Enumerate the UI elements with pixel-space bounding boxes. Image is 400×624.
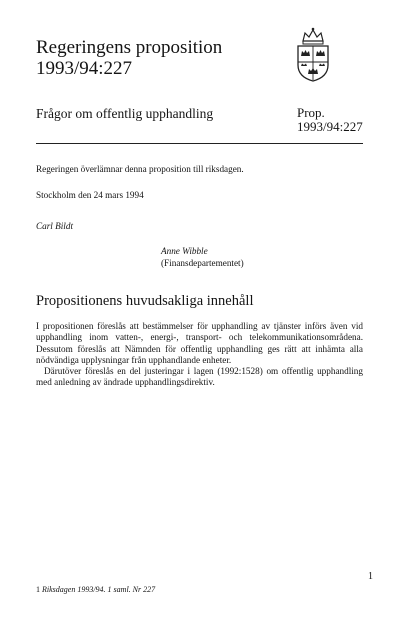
intro-text: Regeringen överlämnar denna proposition till riksdagen. <box>36 164 244 174</box>
document-subtitle: Frågor om offentlig upphandling <box>36 106 214 121</box>
section-body <box>36 321 363 389</box>
page-number: 1 <box>368 571 373 582</box>
footnote <box>36 585 155 595</box>
section-heading: Propositionens huvudsakliga innehåll <box>36 293 254 309</box>
signature-minister: Anne Wibble <box>161 246 208 256</box>
title-line-1: Regeringens proposition <box>36 37 223 58</box>
title-line-2: 1993/94:227 <box>36 58 133 79</box>
prop-reference <box>297 106 363 134</box>
signature-prime-minister: Carl Bildt <box>36 221 74 231</box>
swedish-crown-crest-icon <box>292 25 334 83</box>
prop-label: Prop. <box>297 105 325 120</box>
body-paragraph-1: I propositionen föreslås att bestämmelser för upphandling av tjänster införs även vid upphandling inom vatten-, energi-, transport- och telekommunikationsområdena. Dessutom föreslås att Nämnden för offentlig upphandling ges rätt att inhämta alla nödvändiga upplysningar från upphandlande enheter. <box>36 321 363 365</box>
prop-number: 1993/94:227 <box>297 119 363 134</box>
place-date: Stockholm den 24 mars 1994 <box>36 190 144 200</box>
body-paragraph-2: Därutöver föreslås en del justeringar i lagen (1992:1528) om offentlig upphandling med anledning av ändrade upphandlingsdirektiv. <box>36 366 363 388</box>
department-name: (Finansdepartementet) <box>161 258 244 268</box>
document-title <box>36 37 222 79</box>
header-divider <box>36 143 363 144</box>
footnote-text: Riksdagen 1993/94. 1 saml. Nr 227 <box>42 585 156 594</box>
footnote-number: 1 <box>36 585 40 594</box>
